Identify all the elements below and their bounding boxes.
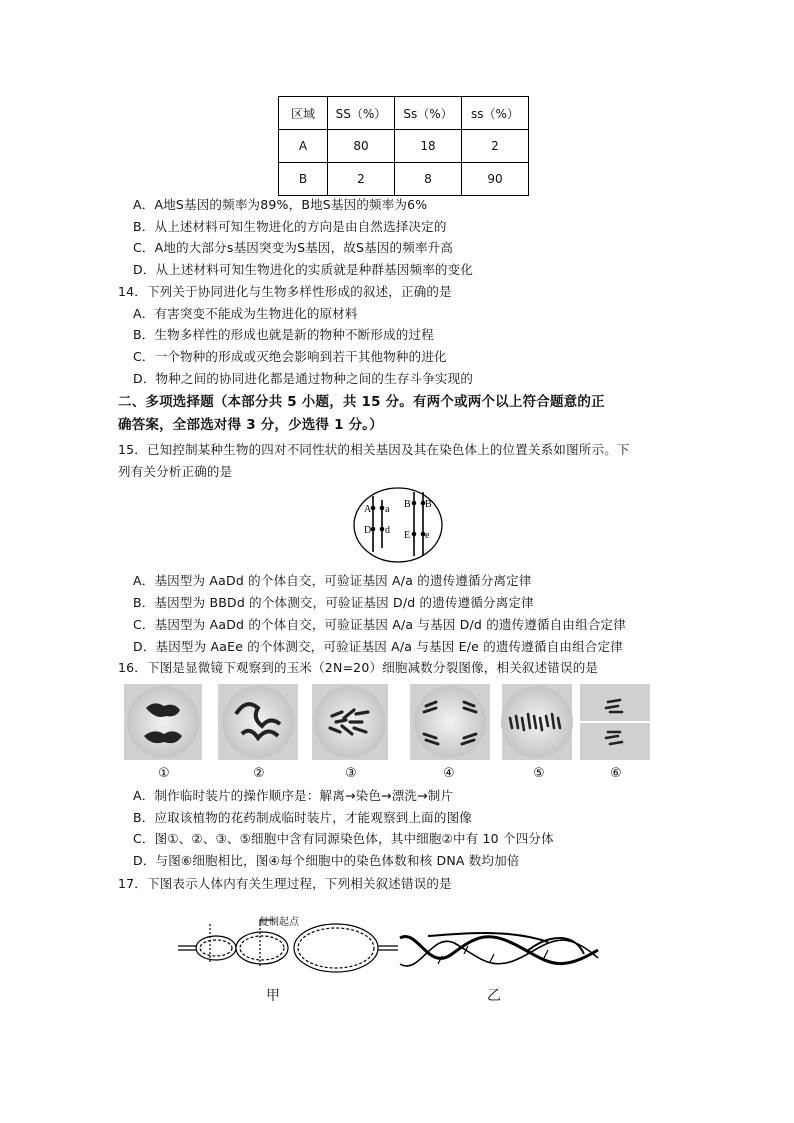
micrograph-label: ③ — [345, 766, 357, 781]
micrograph-6 — [580, 684, 650, 760]
table-header: Ss（%） — [395, 97, 462, 130]
table-cell: B — [279, 163, 328, 196]
q16-option-d: D．与图⑥细胞相比，图④每个细胞中的染色体数和核 DNA 数均加倍 — [133, 853, 520, 868]
micrograph-label: ⑤ — [533, 766, 545, 781]
meiosis-micrographs — [124, 684, 654, 762]
micrograph-label: ⑥ — [610, 766, 622, 781]
gene-label: e — [425, 530, 430, 541]
table-header: ss（%） — [462, 97, 529, 130]
gene-label: d — [385, 525, 390, 536]
micrograph-5 — [501, 684, 573, 760]
replication-origin-label: 复制起点 — [259, 917, 299, 928]
q15-stem-cont: 列有关分析正确的是 — [118, 464, 233, 479]
table-cell: 80 — [328, 130, 395, 163]
gene-label: A — [364, 504, 372, 515]
table-cell: 90 — [462, 163, 529, 196]
q17-stem: 17．下图表示人体内有关生理过程，下列相关叙述错误的是 — [118, 876, 452, 891]
micrograph-3 — [312, 684, 388, 760]
genotype-frequency-table — [278, 96, 529, 196]
double-helix-diagram — [398, 924, 602, 980]
q14-option-b: B．生物多样性的形成也就是新的物种不断形成的过程 — [133, 327, 434, 342]
section-heading: 二、多项选择题（本部分共 5 小题，共 15 分。有两个或两个以上符合题意的正 — [118, 394, 605, 410]
table-cell: 8 — [395, 163, 462, 196]
q13-option-a: A．A地S基因的频率为89%，B地S基因的频率为6% — [133, 197, 428, 212]
q15-option-c: C．基因型为 AaDd 的个体自交，可验证基因 A/a 与基因 D/d 的遗传遵循自由组合定律 — [133, 617, 626, 632]
q15-option-d: D．基因型为 AaEe 的个体测交，可验证基因 A/a 与基因 E/e 的遗传遵循自由组合定律 — [133, 639, 623, 654]
micrograph-2 — [218, 684, 298, 760]
gene-label: B — [425, 499, 432, 510]
q16-option-a: A．制作临时装片的操作顺序是：解离→染色→漂洗→制片 — [133, 788, 454, 803]
micrograph-4 — [410, 684, 490, 760]
diagram-label-jia: 甲 — [266, 988, 280, 1004]
micrograph-label: ① — [158, 766, 170, 781]
q16-option-b: B．应取该植物的花药制成临时装片，才能观察到上面的图像 — [133, 810, 472, 825]
q16-stem: 16．下图是显微镜下观察到的玉米（2N=20）细胞减数分裂图像，相关叙述错误的是 — [118, 660, 599, 675]
micrograph-label: ④ — [443, 766, 455, 781]
q14-option-a: A．有害突变不能成为生物进化的原材料 — [133, 306, 358, 321]
table-cell: 18 — [395, 130, 462, 163]
q16-option-c: C．图①、②、③、⑤细胞中含有同源染色体，其中细胞②中有 10 个四分体 — [133, 831, 554, 846]
micrograph-label: ② — [253, 766, 265, 781]
diagram-label-yi: 乙 — [487, 988, 501, 1004]
q13-option-b: B．从上述材料可知生物进化的方向是由自然选择决定的 — [133, 219, 447, 234]
gene-label: E — [404, 530, 411, 541]
table-cell: 2 — [328, 163, 395, 196]
q15-option-b: B．基因型为 BBDd 的个体测交，可验证基因 D/d 的遗传遵循分离定律 — [133, 595, 534, 610]
micrograph-1 — [124, 684, 202, 760]
q14-option-d: D．物种之间的协同进化都是通过物种之间的生存斗争实现的 — [133, 371, 474, 386]
table-cell: 2 — [462, 130, 529, 163]
q13-option-c: C．A地的大部分s基因突变为S基因，故S基因的频率升高 — [133, 240, 454, 255]
gene-label: B — [404, 499, 411, 510]
q14-stem: 14．下列关于协同进化与生物多样性形成的叙述，正确的是 — [118, 284, 452, 299]
gene-label: D — [364, 525, 372, 536]
q13-option-d: D．从上述材料可知生物进化的实质就是种群基因频率的变化 — [133, 262, 474, 277]
table-header: 区域 — [279, 97, 328, 130]
table-cell: A — [279, 130, 328, 163]
section-heading-cont: 确答案，全部选对得 3 分，少选得 1 分。） — [118, 417, 383, 433]
table-header: SS（%） — [328, 97, 395, 130]
q14-option-c: C．一个物种的形成或灭绝会影响到若干其他物种的进化 — [133, 349, 447, 364]
q15-option-a: A．基因型为 AaDd 的个体自交，可验证基因 A/a 的遗传遵循分离定律 — [133, 573, 532, 588]
chromosome-gene-diagram — [352, 486, 444, 564]
q15-stem: 15．已知控制某种生物的四对不同性状的相关基因及其在染色体上的位置关系如图所示。下 — [118, 442, 630, 457]
gene-label: a — [385, 504, 390, 515]
